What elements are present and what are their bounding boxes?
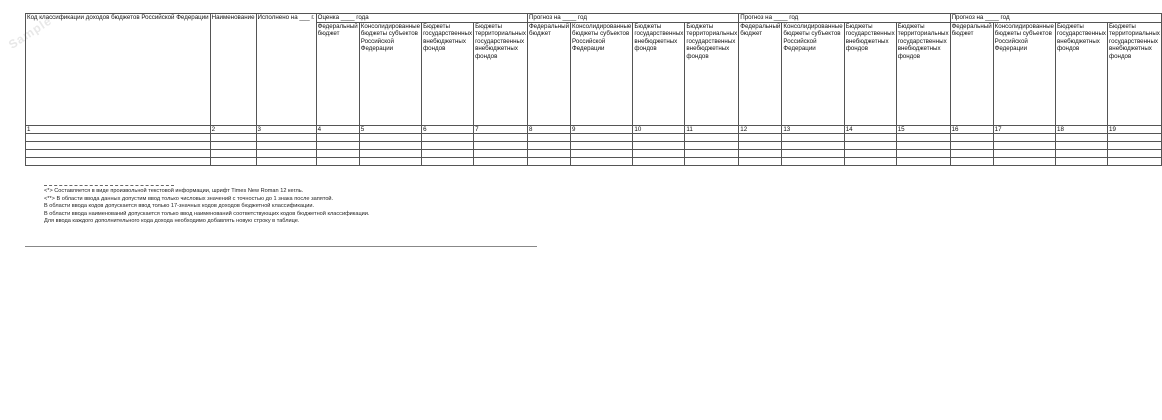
footnote: Для ввода каждого дополнительного кода дохода необходимо добавлять новую строку в таблице. [44,218,300,225]
input-cell[interactable] [1108,158,1162,166]
col-number: 6 [422,126,474,134]
col-number: 9 [571,126,633,134]
input-cell[interactable] [210,142,256,150]
sub-state-funds: Бюджеты государственных внебюджетных фондов [422,23,474,126]
input-cell[interactable] [844,142,896,150]
input-cell[interactable] [950,134,993,142]
input-cell[interactable] [422,158,474,166]
input-cell[interactable] [210,158,256,166]
input-cell[interactable] [474,142,528,150]
input-cell[interactable] [571,150,633,158]
input-cell[interactable] [950,158,993,166]
sub-federal: Федеральный бюджет [739,23,782,126]
input-cell[interactable] [633,150,685,158]
input-cell[interactable] [527,142,570,150]
col-number: 16 [950,126,993,134]
input-cell[interactable] [210,134,256,142]
input-cell[interactable] [26,158,211,166]
input-cell[interactable] [359,158,421,166]
input-cell[interactable] [782,158,844,166]
input-cell[interactable] [316,150,359,158]
header-code: Код классификации доходов бюджетов Российской Федерации [26,14,211,126]
input-cell[interactable] [359,150,421,158]
input-cell[interactable] [256,134,316,142]
input-cell[interactable] [316,134,359,142]
input-cell[interactable] [422,142,474,150]
footnote: В области ввода наименований допускается только ввод наименований соответствующих кодов бюджетной классификации. [44,210,370,217]
input-cell[interactable] [1108,142,1162,150]
input-cell[interactable] [739,158,782,166]
input-cell[interactable] [571,142,633,150]
sub-state-funds: Бюджеты государственных внебюджетных фондов [1056,23,1108,126]
sub-territorial-funds: Бюджеты территориальных государственных внебюджетных фондов [474,23,528,126]
col-number: 4 [316,126,359,134]
col-number: 14 [844,126,896,134]
input-cell[interactable] [633,142,685,150]
input-cell[interactable] [993,142,1055,150]
input-cell[interactable] [210,150,256,158]
input-cell[interactable] [256,150,316,158]
input-cell[interactable] [739,142,782,150]
input-cell[interactable] [950,142,993,150]
col-number: 10 [633,126,685,134]
input-cell[interactable] [474,134,528,142]
input-cell[interactable] [1056,142,1108,150]
input-cell[interactable] [685,150,739,158]
input-cell[interactable] [844,150,896,158]
input-cell[interactable] [633,158,685,166]
input-cell[interactable] [782,142,844,150]
sub-state-funds: Бюджеты государственных внебюджетных фондов [633,23,685,126]
col-number: 18 [1056,126,1108,134]
footnote-divider [44,185,174,186]
input-cell[interactable] [474,150,528,158]
col-number: 17 [993,126,1055,134]
input-cell[interactable] [474,158,528,166]
col-number: 3 [256,126,316,134]
input-cell[interactable] [896,150,950,158]
input-cell[interactable] [993,134,1055,142]
input-cell[interactable] [1056,158,1108,166]
header-name: Наименование [210,14,256,126]
input-cell[interactable] [26,142,211,150]
input-cell[interactable] [256,142,316,150]
input-cell[interactable] [316,142,359,150]
col-number: 7 [474,126,528,134]
group-forecast-2: Прогноз на ____ год [739,14,950,23]
input-cell[interactable] [782,150,844,158]
input-cell[interactable] [26,134,211,142]
table-row [26,158,1162,166]
header-executed: Исполнено на ___ г. [256,14,316,126]
table-row [26,134,1162,142]
col-number: 12 [739,126,782,134]
input-cell[interactable] [359,142,421,150]
input-cell[interactable] [571,158,633,166]
input-cell[interactable] [685,142,739,150]
input-cell[interactable] [950,150,993,158]
table-row [26,142,1162,150]
input-cell[interactable] [1056,150,1108,158]
input-cell[interactable] [26,150,211,158]
footnote: <*> Составляется в виде произвольной текстовой информации, шрифт Times New Roman 12 кегль. [44,188,304,194]
sub-consolidated: Консолидированные бюджеты субъектов Российской Федерации [359,23,421,126]
input-cell[interactable] [685,158,739,166]
group-forecast-1: Прогноз на ____ год [527,14,738,23]
input-cell[interactable] [422,134,474,142]
sub-federal: Федеральный бюджет [316,23,359,126]
input-cell[interactable] [993,150,1055,158]
input-cell[interactable] [782,134,844,142]
sub-consolidated: Консолидированные бюджеты субъектов Российской Федерации [993,23,1055,126]
input-cell[interactable] [422,150,474,158]
group-estimate: Оценка ____ года [316,14,527,23]
footnote: <**> В области ввода данных допустим ввод только числовых значений с точностью до 1 знака после запятой. [44,195,334,202]
input-cell[interactable] [1108,150,1162,158]
input-cell[interactable] [844,134,896,142]
sub-territorial-funds: Бюджеты территориальных государственных внебюджетных фондов [896,23,950,126]
sub-federal: Федеральный бюджет [527,23,570,126]
input-cell[interactable] [527,134,570,142]
input-cell[interactable] [256,158,316,166]
input-cell[interactable] [896,158,950,166]
col-number: 15 [896,126,950,134]
col-number: 2 [210,126,256,134]
sub-consolidated: Консолидированные бюджеты субъектов Российской Федерации [782,23,844,126]
sub-state-funds: Бюджеты государственных внебюджетных фондов [844,23,896,126]
forecast-table [25,13,1162,166]
col-number: 1 [26,126,211,134]
sub-territorial-funds: Бюджеты территориальных государственных внебюджетных фондов [1108,23,1162,126]
group-forecast-3: Прогноз на ____ год [950,14,1161,23]
input-cell[interactable] [527,150,570,158]
input-cell[interactable] [896,142,950,150]
input-cell[interactable] [1108,134,1162,142]
input-cell[interactable] [896,134,950,142]
input-cell[interactable] [739,150,782,158]
input-cell[interactable] [993,158,1055,166]
input-cell[interactable] [633,134,685,142]
input-cell[interactable] [739,134,782,142]
table-row [26,150,1162,158]
footnotes [44,185,370,226]
sub-federal: Федеральный бюджет [950,23,993,126]
col-number: 13 [782,126,844,134]
col-number: 11 [685,126,739,134]
col-number: 5 [359,126,421,134]
input-cell[interactable] [844,158,896,166]
col-number: 8 [527,126,570,134]
input-cell[interactable] [316,158,359,166]
input-cell[interactable] [1056,134,1108,142]
footnote: В области ввода кодов допускается ввод только 17-значных кодов доходов бюджетной классификации. [44,203,315,210]
input-cell[interactable] [359,134,421,142]
col-number: 19 [1108,126,1162,134]
input-cell[interactable] [685,134,739,142]
sub-consolidated: Консолидированные бюджеты субъектов Российской Федерации [571,23,633,126]
bottom-divider [25,246,537,247]
sub-territorial-funds: Бюджеты территориальных государственных внебюджетных фондов [685,23,739,126]
input-cell[interactable] [571,134,633,142]
watermark: Sample [6,13,55,52]
input-cell[interactable] [527,158,570,166]
